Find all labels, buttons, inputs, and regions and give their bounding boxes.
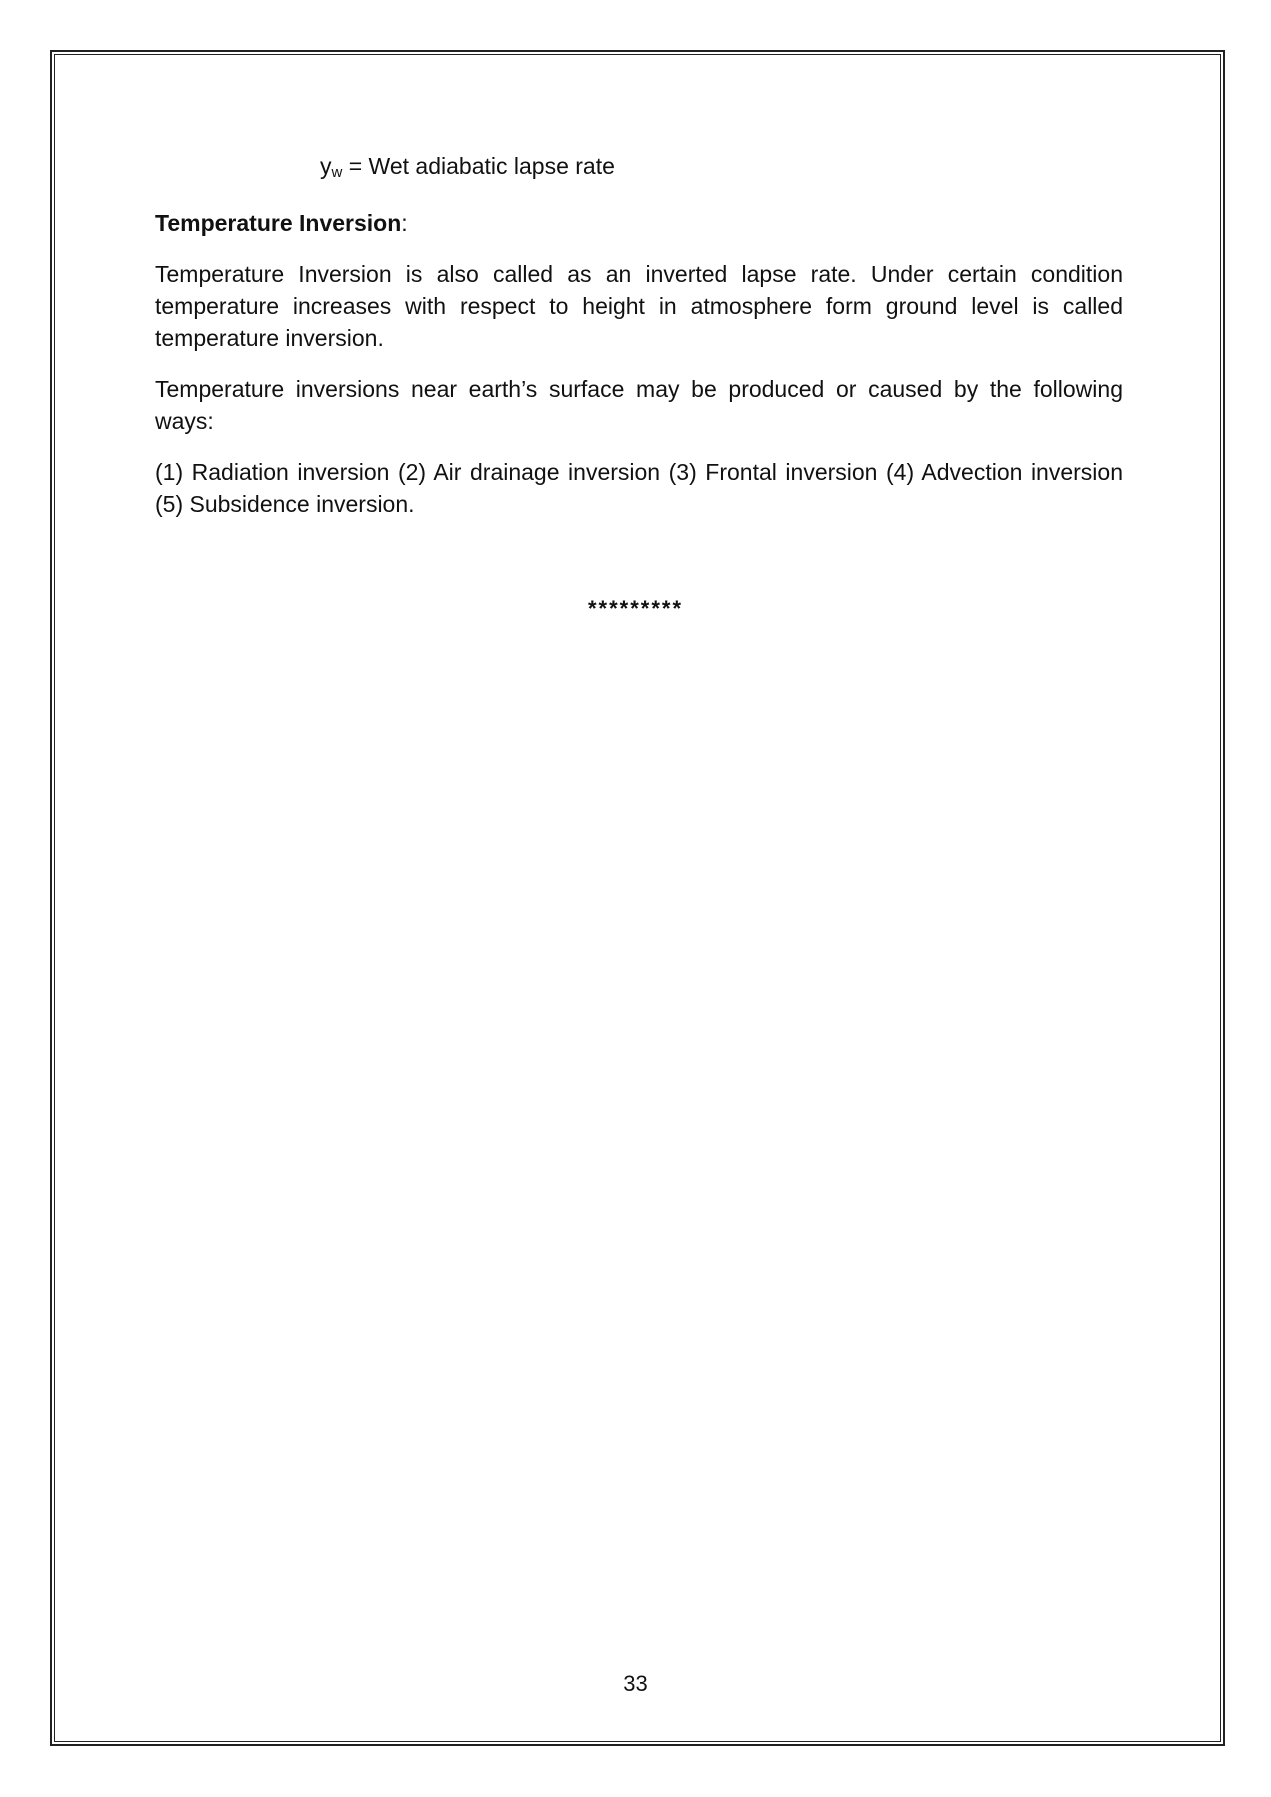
section-heading-colon: : [401,210,408,236]
paragraph-causes-intro: Temperature inversions near earth’s surface may be produced or caused by the following ways: [155,376,1123,434]
page-content [155,150,1123,520]
section-heading [155,207,1123,239]
formula-definition: = Wet adiabatic lapse rate [342,153,615,179]
paragraph-inversion-types: (1) Radiation inversion (2) Air drainage inversion (3) Frontal inversion (4) Advection inversion (5) Subsidence inversion. [155,459,1123,517]
page-number: 33 [623,1671,648,1696]
formula-line [320,150,1123,189]
section-separator: ********* [587,596,684,621]
section-heading-text: Temperature Inversion [155,210,402,236]
formula-subscript: w [331,164,343,181]
paragraph-definition: Temperature Inversion is also called as an inverted lapse rate. Under certain condition temperature increases with respect to height in atmosphere form ground level is called temperature inversion. [155,261,1123,351]
formula-symbol: y [320,153,332,179]
